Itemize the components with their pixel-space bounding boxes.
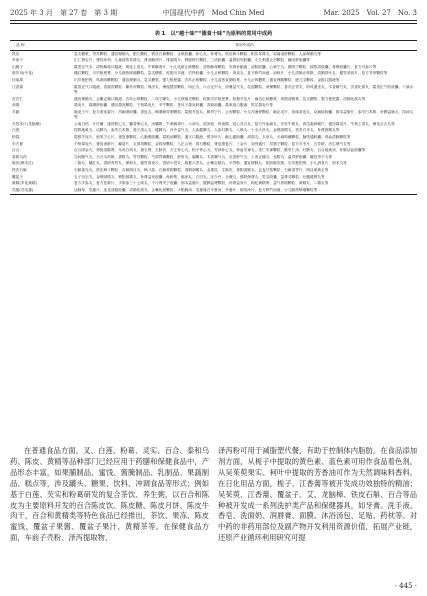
table-row (10, 77, 417, 84)
variety-cell: 铁皮 (12, 51, 20, 56)
medicines-cell: 复方手参丸、复方芪黄片、手掌参三十七味丸、千斤肾安宁胶囊、固本益肠片、健脾益肾颗粒、补肾益寿片、枸杞黄精膏、益气养阴颗粒、黄精丸、二精丸等 (74, 181, 329, 186)
medicines-cell: 千柏鼻炎片、肾炎消肿片、癃清片、玉屏风颗粒、金钱草颗粒、八正合剂、排石颗粒、肾炎康复片、三金片、前列通片、尿感宁颗粒、复方石韦片、五苓散、济生肾气丸等 (74, 141, 351, 146)
table-row (10, 96, 417, 103)
table-row (10, 154, 417, 161)
medicines-cell: 二陈丸、橘红丸、香砂养胃丸、保和丸、健胃消食片、香砂六君丸、陈夏六君丸、止嗽定喘丸、平胃散、通宣理肺丸、蛇胆陈皮散、川贝枇杷膏、小儿消食片、枳术丸等 (74, 161, 347, 166)
medicines-cell: 汇仁肾宝片、肾结冲剂、儿童清热导滞丸、肾炎解热片、排湿明片、利胆排石颗粒、三清胶囊、温肾前列胶囊、小儿利湿止泻颗粒、癃闭舒胶囊等 (74, 58, 310, 63)
table-row (10, 109, 417, 121)
medicines-cell: 葛根芩连片、愈风宁心片、颈复康颗粒、心脑康胶囊、葛根汤颗粒、通天口服液、银杏叶片、脑心通胶囊、消渴丸、玉泉丸、天麻钩藤颗粒、脑络通胶囊、养血清脑颗粒等 (74, 134, 351, 139)
journal-title: 中国现代中药 Mod Chin Med (162, 9, 265, 17)
body-column-right: 泽泻粉可用于减脂塑代餐，有助于控制体内脂肪。在食品添加剂方面，从栀子中提取的黄色素、蓝色素可用作食品着色剂，从吴茱萸果实、柯叶中提取的芳香油可作为天然调味料香料。在日化用品方面，栀子、江香薷等被开发成功效独特的精油；吴茱萸、江香薷、覆盆子、艾、龙脑樟、铁皮石斛、百合等品种被开发成一系列洗护类产品和保健器具，如牙膏、洗手液、香皂、洗面奶、润唇膏、面膜、沐浴汤包、足贴、药枕等。对中药的非药用部位及副产物开发利用资源价值，拓展产业链，还原产业循环利用研究可提 (218, 446, 417, 543)
table-row (10, 187, 417, 194)
variety-cell: 铁皮石斛 (12, 167, 27, 172)
table-body (10, 51, 417, 195)
table-row (10, 141, 417, 148)
medicines-cell: 乌药顺气丸、天台乌药散、香附丸、胃苏颗粒、气滞胃痛颗粒、舒肝丸、越鞠丸、木香顺气丸、沉香舒气丸、十香止痛丸、良附丸、温胃舒胶囊、暖宫孕子丸等 (74, 154, 333, 159)
table-row (10, 71, 417, 78)
medicines-cell: 百合固金丸、养阴清肺膏、乌鸡白凤丸、琼玉膏、生脉饮、天王补心丸、柏子养心丸、安神补心丸、养血安神丸、枣仁安神颗粒、酸枣仁汤、归脾丸、百合地黄汤、补肺活血胶囊等 (74, 148, 366, 153)
variety-cell: 茶树乌药 (12, 154, 27, 159)
medicines-cell: 藿香正气水、清热解毒口服液、黄连上清丸、牛黄解毒片、小儿化痰止咳颗粒、清热解毒颗粒、安神补脑液、清胆胶囊、心神宁丸、镇咳宁颗粒、痰热清胶囊、骨痹胶囊片、复方丹参片等 (74, 64, 377, 69)
body-column-left: 在普通食品方面，叉、白莲、粉葛、灵实、百合、泰和乌药、陈皮、黄精等品种部门已经应用于药膳和保健食品中，产品形态丰富，如果脯制品、蜜饯、酱腌制品、乳制品、果蔬制品、糕点等，涉及罐头、糖果、饮料、冲调食品等形式；例如基于白莲、芡实和粉葛研发的复合茶饮、养生粥，以百合和陈皮为主要原料开发的百合陈皮饮、陈皮糖、陈皮月饼、陈皮牛肉干，百合和黄精类等特色食品已经推出，茶饮、果冻、陈皮蜜饯、覆盆子果酱、覆盆子果汁、黄精茶等。在保健食品方面，车前子壳粉、泽泻提取物、 (10, 446, 209, 543)
medicines-cell: 藿香正气口服液、香薷饮颗粒、紫苏叶颗粒、保济丸、暑湿感冒颗粒、四正丸、六合定中丸、清暑益气丸、化湿颗粒、消暑颗粒、香苏正胃丸、防风通圣丸、木香顺气丸、沉香化滞丸、藿香正气软胶囊、十滴水等 (74, 84, 414, 94)
medicines-cell: 川贝枇杷膏、风寒咳嗽颗粒、通宣理肺丸、急支糖浆、强力枇杷露、杏苏止咳颗粒、小儿清热宣肺贴膏、小儿止咳糖浆、通宣理肺颗粒、肥儿宝颗粒、金振口服液等 (74, 77, 340, 82)
medicines-cell: 肠炎宁片、复方黄连素片、泻痢消胶囊、香连丸、枫蓼肠胃康颗粒、葛根芩连丸、肠胃宁片、止泻颗粒、小儿泻速停颗粒、痢必灵片、加味香连丸、克痢痧胶囊、固本益肠片、参苓白术散、补脾益肠丸、四神丸等 (74, 109, 414, 120)
table-row (10, 181, 417, 188)
medicines-cell: 达肺草、瓜蒌片、连花清瘟胶囊、清肺化痰丸、止嗽化痰颗粒、小陷胸汤、瓜蒌薤白半夏汤、丹蒌片、痰咳净片、复方鲜竹沥液、小儿肺热咳喘颗粒等 (74, 187, 318, 192)
variety-cell: 覆盆子 (12, 174, 24, 179)
medicines-cell: 石斛夜光丸、铁皮枫斗颗粒、石斛明目丸、枫斗晶、石斛养阴颗粒、清咽润喉丸、金果饮、生脉饮、养阴清肺丸、玄麦甘桔颗粒、石斛清胃片、明目地黄丸等 (74, 167, 329, 172)
table-header-row (10, 41, 417, 51)
table-row (10, 84, 417, 96)
table-row (10, 174, 417, 181)
variety-cell: 瓜蒌(苏瓜蒌) (12, 187, 34, 192)
medicines-cell: 云南白药、片仔癀、速效救心丸、麝香保心丸、冰硼散、牛黄解毒片、六神丸、清凉油、风油精、冠心苏合丸、复方丹参滴丸、安宫牛黄丸、西瓜霜润喉片、通窍鼻炎片、牛黄上清丸、梅花点舌丸等 (74, 121, 395, 126)
variety-cell: 粉葛 (12, 134, 20, 139)
table-row (10, 51, 417, 58)
journal-issue: 2025 年 3 月 第 27 卷 第 3 期 (10, 9, 118, 17)
medicines-cell: 五子衍宗丸、金锁固精丸、锁阳固精丸、补肾益寿胶囊、龟龄集、缩泉丸、右归丸、还少丹、全鹿丸、强阳保肾丸、男宝胶囊、益肾灵颗粒、壮腰健肾丸等 (74, 174, 325, 179)
medicines-cell: 桂附地黄丸、启脾丸、参苓白术散、莲子清心丸、健脾丸、补中益气丸、人参健脾丸、人参归脾丸、八珍丸、十全大补丸、金锁固精丸、茯苓白术丸、补肾固精丸等 (74, 128, 340, 133)
table-row (10, 167, 417, 174)
variety-cell: 百合 (12, 148, 20, 153)
medicine-table (10, 40, 417, 195)
table-row (10, 103, 417, 110)
table-row (10, 64, 417, 71)
table-row (10, 148, 417, 155)
variety-cell: 东方夏 (12, 141, 24, 146)
variety-cell: 黄精(多花黄精) (12, 181, 38, 186)
variety-cell: 浙贝母(中花) (12, 71, 34, 76)
page-number: · 445 · (394, 582, 417, 590)
variety-cell: 天然冰片(龙脑樟) (12, 121, 41, 126)
journal-issue-en: Mar. 2025 Vol. 27 No. 3 (323, 9, 417, 17)
table-row (10, 134, 417, 141)
variety-cell: 前胡 (12, 103, 20, 108)
variety-cell: 信前胡 (12, 77, 24, 82)
table-row (10, 58, 417, 65)
table-caption: 表 1 以“越十味”“德食十味”为原料的常用中成药 (154, 31, 273, 37)
variety-cell: 苦杏仁 (12, 96, 24, 101)
variety-cell: 羊蹄 (12, 109, 20, 114)
variety-cell: 山栀子 (12, 64, 24, 69)
page-header (10, 8, 417, 30)
medicines-cell: 鼻炎片、鼻渊舒胶囊、通窍鼻炎颗粒、千柏鼻炎片、辛芩颗粒、苍耳子鼻炎胶囊、香菊胶囊、鼻窦炎口服液、防芷鼻炎片等 (74, 103, 274, 108)
variety-cell: 车前子 (12, 58, 24, 63)
table-row (10, 121, 417, 128)
medicines-cell: 通宣理肺丸、止嗽定喘口服液、杏苏止咳颗粒、二母宁嗽丸、小儿咳喘灵颗粒、蛇胆川贝枇杷膏、桔梗冬花片、麻杏止咳糖浆、养阴清肺膏、急支糖浆、强力枇杷露、清肺化痰丸等 (74, 96, 366, 101)
medicines-cell: 急支糖浆、胃苏颗粒、通宣理肺丸、肥儿颗粒、铁皮石斛颗粒、止咳胶囊、补心丸、补肾丸、铁皮枫斗颗粒、积实导滞丸、双离清肝颗粒、人参保肺丸等 (74, 51, 322, 56)
variety-cell: 江香薷 (12, 84, 24, 89)
table-row (10, 161, 417, 168)
variety-cell: 陈皮(樟木红) (12, 161, 34, 166)
medicines-cell: 橘红颗粒、川贝枇杷膏、小儿肺热咳喘颗粒、急支糖浆、蛇胆川贝液、贝羚胶囊、小儿止咳颗粒、消炎丸、复方鲜竹沥液、治咳片、小儿清肺止咳散、清肺抑火丸、健胃消食片、复方甘草颗粒等 (74, 71, 388, 76)
column-header-medicines: 常用中成药 (235, 42, 254, 47)
table-row (10, 128, 417, 135)
column-header-variety: 品 种 (16, 42, 25, 47)
header-rule (10, 20, 417, 21)
variety-cell: 白莲 (12, 128, 20, 133)
header-rule-thin (10, 23, 417, 24)
